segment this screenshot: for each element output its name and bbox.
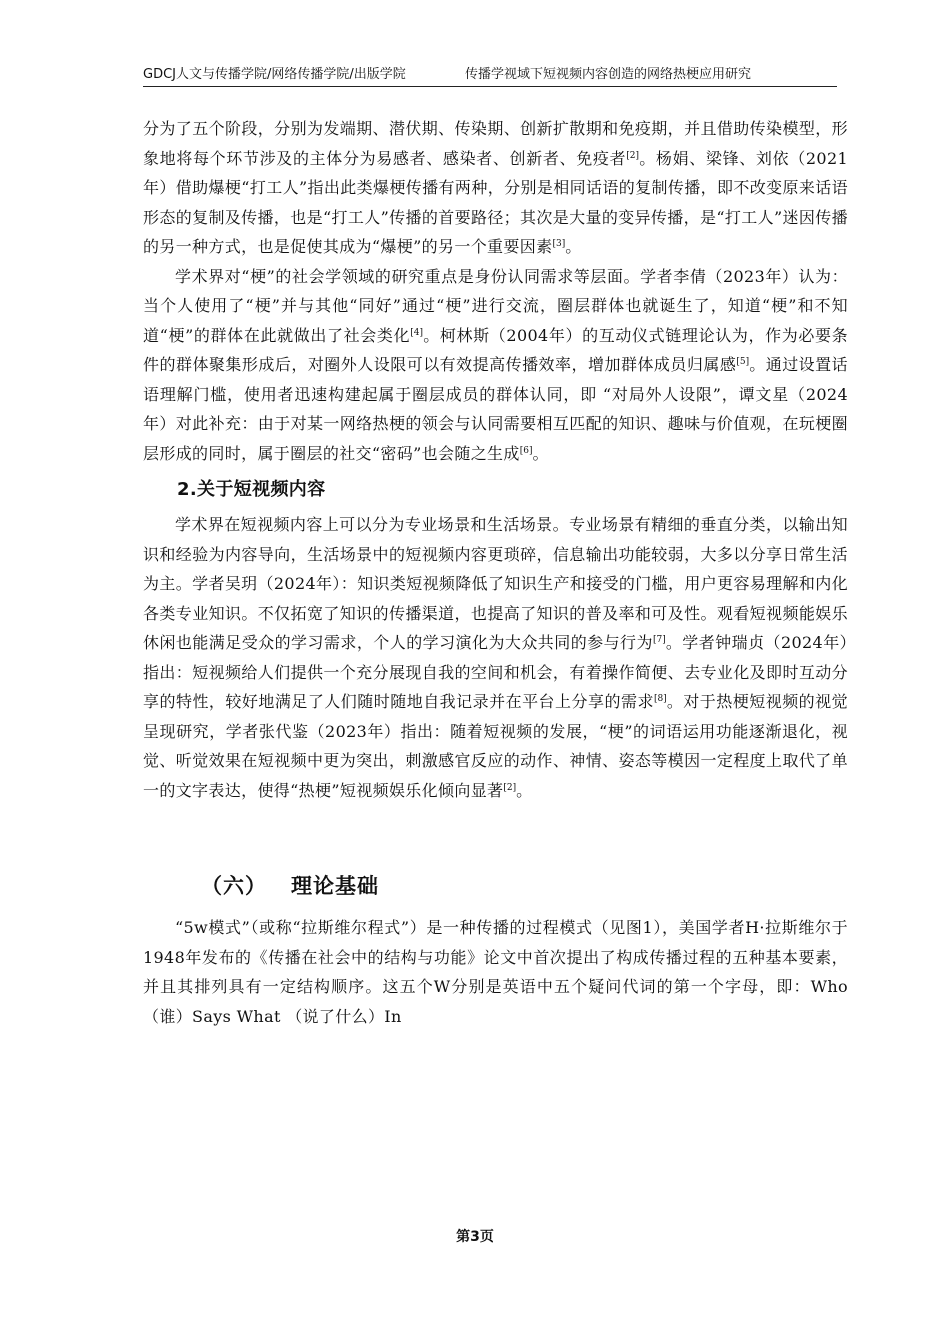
header-institution: GDCJ人文与传播学院/网络传播学院/出版学院 [143, 67, 406, 82]
p1-text-a: 分为了五个阶段，分别为发端期、潜伏期、传染期、创新扩散期和免疫期，并且借助传染模型，形象地将每个环节涉及的主体分为易感者、感染者、创新者、免疫者 [143, 119, 848, 168]
running-header [143, 66, 837, 87]
p2-text-c: 。通过设置话语理解门槛，使用者迅速构建起属于圈层成员的群体认同，即 “对局外人设限”，谭文星（2024年）对此补充：由于对某一网络热梗的领会与认同需要相互匹配的知识、趣味与价值观，在玩梗圈层形成的同时，属于圈层的社交“密码”也会随之生成 [143, 355, 848, 463]
p2-text-b: 。柯林斯（2004年）的互动仪式链理论认为，作为必要条件的群体聚集形成后，对圈外人设限可以有效提高传播效率，增加群体成员归属感 [143, 325, 849, 374]
p3-text-a: 学术界在短视频内容上可以分为专业场景和生活场景。专业场景有精细的垂直分类，以输出知识和经验为内容导向，生活场景中的短视频内容更琐碎，信息输出功能较弱，大多以分享日常生活为主。学者吴玥（2024年）：知识类短视频降低了知识生产和接受的门槛，用户更容易理解和内化各类专业知识。不仅拓宽了知识的传播渠道，也提高了知识的普及率和可及性。观看短视频能娱乐休闲也能满足受众的学习需求，个人的学习演化为大众共同的参与行为 [143, 515, 848, 652]
p4-text-a: “5w模式”（或称“拉斯维尔程式”）是一种传播的过程模式（见图1），美国学者H·拉斯维尔于1948年发布的《传播在社会中的结构与功能》论文中首次提出了构成传播过程的五种基本要素，并且其排列具有一定结构顺序。这五个W分别是英语中五个疑问代词的第一个字母，即：Who （谁）Says What （说了什么）In [143, 918, 848, 1026]
section-number: （六） [201, 874, 267, 898]
subheading-short-video-content: 2.关于短视频内容 [177, 479, 326, 500]
paragraph-1 [143, 114, 848, 262]
paragraph-4 [143, 913, 848, 1031]
section-title: 理论基础 [291, 874, 379, 898]
header-paper-title: 传播学视域下短视频内容创造的网络热梗应用研究 [465, 67, 752, 82]
p1-text-b: 。杨娟、梁锋、刘依（2021年）借助爆梗“打工人”指出此类爆梗传播有两种，分别是相同话语的复制传播，即不改变原来话语形态的复制及传播，也是“打工人”传播的首要路径；其次是大量的变异传播，是“打工人”迷因传播的另一种方式，也是促使其成为“爆梗”的另一个重要因素 [143, 148, 849, 256]
citation-2: [2] [626, 150, 639, 161]
p2-text-d: 。 [532, 443, 549, 463]
paragraph-2 [143, 262, 848, 469]
citation-2b: [2] [503, 782, 517, 793]
p3-text-b: 。学者钟瑞贞（2024年）指出：短视频给人们提供一个充分展现自我的空间和机会，有着操作简便、去专业化及即时互动分享的特性，较好地满足了人们随时随地自我记录并在平台上分享的需求 [143, 633, 848, 711]
page-number: 第3页 [456, 1229, 494, 1245]
citation-5: [5] [736, 357, 750, 367]
section-heading-theory [143, 859, 848, 913]
p3-text-d: 。 [516, 780, 533, 800]
citation-3: [3] [552, 239, 566, 249]
citation-4: [4] [410, 327, 423, 338]
body-text [143, 114, 848, 1031]
p3-text-c: 。对于热梗短视频的视觉呈现研究，学者张代鉴（2023年）指出：随着短视频的发展，“梗”的词语运用功能逐渐退化，视觉、听觉效果在短视频中更为突出，刺激感官反应的动作、神情、姿态等模因一定程度上取代了单一的文字表达，使得“热梗”短视频娱乐化倾向显著 [143, 692, 848, 800]
p2-text-a: 学术界对“梗”的社会学领域的研究重点是身份认同需求等层面。学者李倩（2023年）认为：当个人使用了“梗”并与其他“同好”通过“梗”进行交流，圈层群体也就诞生了，知道“梗”和不知道“梗”的群体在此就做出了社会类化 [143, 266, 848, 345]
p1-text-c: 。 [565, 237, 582, 256]
paragraph-3 [143, 510, 848, 805]
citation-8: [8] [653, 694, 667, 704]
citation-7: [7] [652, 635, 666, 645]
citation-6: [6] [519, 445, 533, 456]
